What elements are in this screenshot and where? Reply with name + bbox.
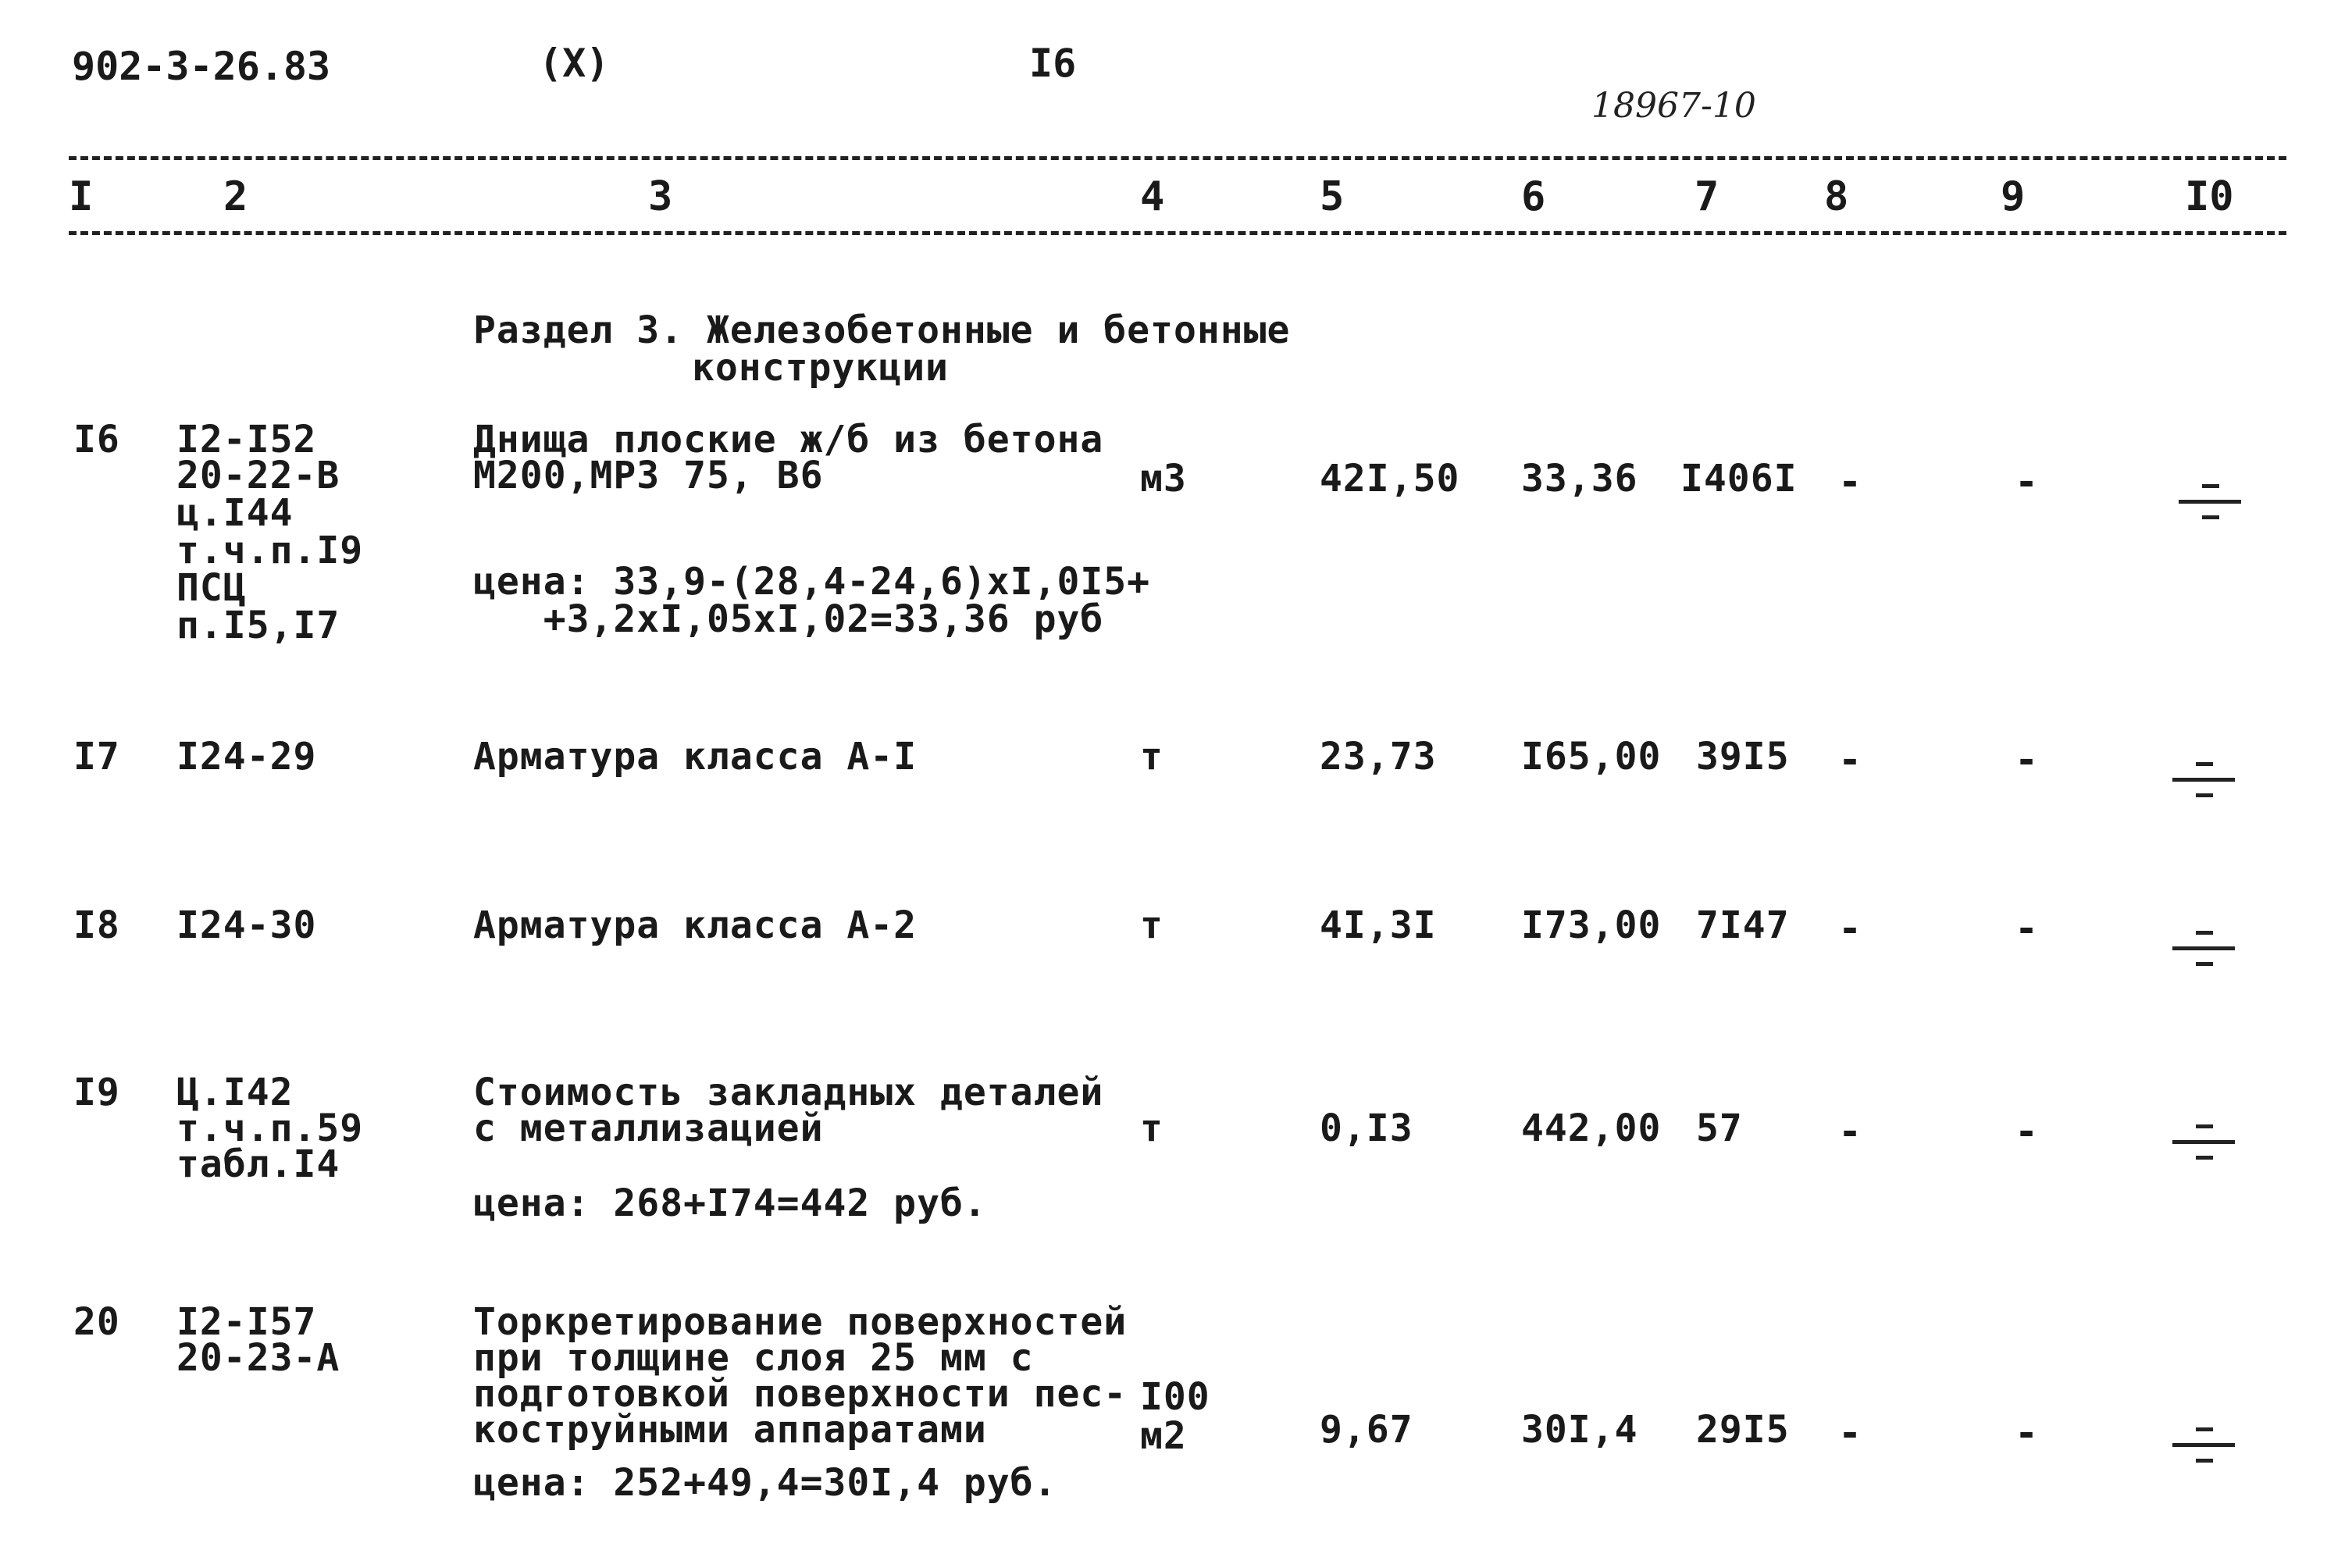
row-description: Арматура класса А-2: [473, 903, 918, 947]
row-code: табл.I4: [176, 1142, 340, 1186]
row-unit: т: [1140, 903, 1164, 947]
row-quantity: 9,67: [1320, 1408, 1413, 1452]
col-header-10: I0: [2185, 173, 2234, 220]
row-total: 29I5: [1696, 1408, 1790, 1452]
handwritten-number: 18967-10: [1591, 86, 1756, 126]
row-col8: -: [1838, 1410, 1862, 1456]
row-unit-price: I65,00: [1521, 735, 1662, 779]
row-number: I7: [73, 735, 120, 779]
row-total: I406I: [1680, 457, 1798, 501]
row-unit: м3: [1140, 457, 1187, 501]
row-price-note: цена: 268+I74=442 руб.: [473, 1181, 987, 1225]
row-description: Днища плоские ж/б из бетона: [473, 418, 1104, 461]
row-col8: -: [1838, 1109, 1862, 1154]
row-number: I8: [73, 903, 120, 947]
row-total: 57: [1696, 1107, 1743, 1150]
section-title-line-1: Раздел 3. Железобетонные и бетонные: [473, 308, 1291, 352]
row-description: Торкретирование поверхностей: [473, 1300, 1128, 1344]
row-col9: -: [2015, 737, 2039, 782]
col-header-1: I: [69, 173, 94, 220]
row-number: 20: [73, 1300, 120, 1344]
row-price-note: цена: 33,9-(28,4-24,6)xI,0I5+: [473, 560, 1151, 604]
row-description: при толщине слоя 25 мм с: [473, 1336, 1034, 1380]
row-unit-price: I73,00: [1521, 903, 1662, 947]
doc-marker: (X): [539, 41, 610, 86]
row-description: Арматура класса А-I: [473, 735, 918, 779]
row-price-note: +3,2xI,05xI,02=33,36 руб: [473, 597, 1104, 641]
row-number: I9: [73, 1071, 120, 1114]
ditto-mark: [2172, 931, 2235, 978]
row-total: 7I47: [1696, 903, 1790, 947]
row-code: ПСЦ: [176, 566, 247, 610]
row-col9: -: [2015, 459, 2039, 504]
row-code: I24-29: [176, 735, 317, 779]
row-code: ц.I44: [176, 491, 294, 535]
row-col8: -: [1838, 737, 1862, 782]
row-number: I6: [73, 418, 120, 461]
col-header-4: 4: [1140, 173, 1165, 220]
row-col8: -: [1838, 459, 1862, 504]
header-rule-top: [69, 156, 2286, 160]
row-unit: I00 м2: [1140, 1375, 1210, 1458]
row-quantity: 4I,3I: [1320, 903, 1437, 947]
row-quantity: 23,73: [1320, 735, 1437, 779]
page-number: I6: [1029, 41, 1077, 86]
col-header-2: 2: [223, 173, 248, 220]
col-header-9: 9: [2001, 173, 2026, 220]
row-code: 20-22-В: [176, 454, 340, 497]
row-description: М200,МРЗ 75, В6: [473, 454, 824, 497]
ditto-mark: [2179, 484, 2241, 531]
col-header-8: 8: [1824, 173, 1849, 220]
row-total: 39I5: [1696, 735, 1790, 779]
row-unit-price: 442,00: [1521, 1107, 1662, 1150]
row-description: подготовкой поверхности пес-: [473, 1372, 1128, 1416]
row-code: I2-I57: [176, 1300, 317, 1344]
row-col9: -: [2015, 906, 2039, 951]
col-header-3: 3: [648, 173, 673, 220]
col-header-7: 7: [1695, 173, 1719, 220]
row-unit: т: [1140, 1107, 1164, 1150]
row-code: Ц.I42: [176, 1071, 294, 1114]
row-code: I2-I52: [176, 418, 317, 461]
row-quantity: 42I,50: [1320, 457, 1460, 501]
doc-code: 902-3-26.83: [72, 44, 331, 89]
row-quantity: 0,I3: [1320, 1107, 1413, 1150]
row-col9: -: [2015, 1410, 2039, 1456]
row-code: I24-30: [176, 903, 317, 947]
row-col8: -: [1838, 906, 1862, 951]
col-header-6: 6: [1521, 173, 1546, 220]
row-col9: -: [2015, 1109, 2039, 1154]
row-description: коструйными аппаратами: [473, 1408, 987, 1452]
row-code: т.ч.п.59: [176, 1107, 364, 1150]
row-code: п.I5,I7: [176, 604, 340, 647]
row-code: т.ч.п.I9: [176, 529, 364, 572]
ditto-mark: [2172, 762, 2235, 809]
row-description: Стоимость закладных деталей: [473, 1071, 1104, 1114]
row-description: с металлизацией: [473, 1107, 824, 1150]
section-title-line-2: конструкции: [692, 346, 949, 390]
ditto-mark: [2172, 1124, 2235, 1171]
col-header-5: 5: [1320, 173, 1345, 220]
row-price-note: цена: 252+49,4=30I,4 руб.: [473, 1461, 1057, 1505]
row-unit-price: 30I,4: [1521, 1408, 1638, 1452]
row-code: 20-23-А: [176, 1336, 340, 1380]
header-rule-bottom: [69, 231, 2286, 235]
row-unit: т: [1140, 735, 1164, 779]
row-unit-price: 33,36: [1521, 457, 1638, 501]
ditto-mark: [2172, 1427, 2235, 1474]
